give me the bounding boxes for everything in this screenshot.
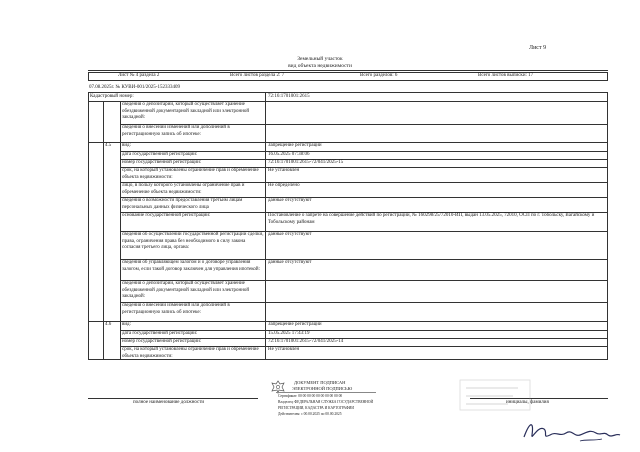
field-value: данные отсутствуют bbox=[268, 232, 312, 237]
field-label: сведения об осуществлении государственной регистрации сделки, права, ограничения права без необходимого в силу закона согласия третьего лица, органа: bbox=[122, 232, 264, 250]
stamp-certificate: Сертификат: 00 00 00 00 00 00 00 00 00 00 bbox=[278, 394, 343, 398]
stamp-validity: Действителен: с 00.00.2025 по 00.00.2025 bbox=[278, 412, 342, 416]
object-type-subtitle: вид объекта недвижимости bbox=[288, 63, 352, 69]
position-line bbox=[88, 398, 258, 399]
name-caption: инициалы, фамилия bbox=[506, 400, 549, 405]
stamp-owner-org: РЕГИСТРАЦИИ, КАДАСТРА И КАРТОГРАФИИ bbox=[278, 406, 354, 410]
field-value: Не установлен bbox=[268, 168, 300, 173]
field-label: срок, на который установлены ограничение прав и обременение объекта недвижимости: bbox=[122, 347, 259, 359]
field-value: данные отсутствуют bbox=[268, 198, 312, 203]
table-border bbox=[265, 92, 266, 101]
field-label: лицо, в пользу которого установлены ограничение прав и обременение объекта недвижимости: bbox=[122, 183, 245, 195]
table-border-right bbox=[607, 72, 608, 80]
table-border bbox=[607, 92, 608, 101]
block-number: 4.6 bbox=[105, 322, 112, 327]
field-label: сведения о депозитарии, который осуществляет хранение обездвиженной документарной закладной или электронной закладной: bbox=[122, 281, 250, 299]
row-border bbox=[88, 142, 608, 143]
field-value: 72:16:1701001:2615-72/041/2025-15 bbox=[268, 160, 344, 165]
row-border bbox=[88, 321, 608, 322]
field-label: сведения о возможности предоставления третьим лицам персональных данных физического лица bbox=[122, 198, 243, 210]
field-value: 15.05.2025 17:43:19 bbox=[268, 331, 310, 336]
field-label: дата государственной регистрации: bbox=[122, 331, 198, 336]
stamp-owner: Владелец: ФЕДЕРАЛЬНАЯ СЛУЖБА ГОСУДАРСТВЕННОЙ bbox=[278, 400, 374, 404]
field-label: номер государственной регистрации: bbox=[122, 160, 202, 165]
field-value: Запрещение регистрации bbox=[268, 143, 322, 148]
sheet-number: Лист 9 bbox=[529, 45, 547, 51]
sections-total: Всего разделов: 6 bbox=[360, 73, 398, 78]
request-number: 07.08.2025г. № КУВИ-001/2025-152333409 bbox=[89, 85, 180, 90]
field-label: сведения об управляющем залогом и о договоре управления залогом, если такой договор заключен для управления ипотекой: bbox=[122, 260, 260, 272]
field-value: данные отсутствуют bbox=[268, 260, 312, 265]
field-label: вид: bbox=[122, 143, 131, 148]
stamp-divider bbox=[276, 392, 376, 393]
object-type-title: Земельный участок bbox=[297, 56, 343, 62]
field-value: Не определено bbox=[268, 183, 300, 188]
depositary-label: сведения о депозитарии, который осуществляет хранение обездвиженной документарной закладной или электронной закладной: bbox=[122, 102, 250, 120]
field-label: основание государственной регистрации: bbox=[122, 213, 211, 218]
divider bbox=[88, 70, 608, 71]
field-label: срок, на который установлены ограничение прав и обременение объекта недвижимости: bbox=[122, 168, 259, 180]
cadastral-label: Кадастровый номер: bbox=[90, 94, 134, 99]
mortgage-changes-label: сведения о внесении изменений или дополнений в регистрационную запись об ипотеке: bbox=[122, 125, 230, 137]
table-border-bottom bbox=[88, 359, 608, 360]
field-value: Не установлен bbox=[268, 347, 300, 352]
field-value: 72:16:1701001:2615-72/041/2025-14 bbox=[268, 339, 344, 344]
table-border-left bbox=[88, 72, 89, 80]
faint-stamp-icon bbox=[458, 376, 538, 416]
field-label: сведения о внесении изменений или дополнений в регистрационную запись об ипотеке: bbox=[122, 303, 230, 315]
field-value: Запрещение регистрации bbox=[268, 322, 322, 327]
position-caption: полное наименование должности bbox=[133, 400, 205, 405]
stamp-title: ДОКУМЕНТ ПОДПИСАН bbox=[294, 380, 346, 385]
field-value: 16.05.2025 07:38:06 bbox=[268, 152, 310, 157]
sheet-section: Лист № 4 раздела 2 bbox=[118, 73, 160, 78]
table-border bbox=[88, 92, 608, 93]
sheets-in-section: Всего листов раздела 2: 7 bbox=[230, 73, 285, 78]
table-border bbox=[88, 92, 89, 101]
field-label: дата государственной регистрации: bbox=[122, 152, 198, 157]
block-number: 4.5 bbox=[105, 143, 112, 148]
field-label: вид: bbox=[122, 322, 131, 327]
cadastral-value: 72:16:1701001:2615 bbox=[268, 94, 310, 99]
field-label: номер государственной регистрации: bbox=[122, 339, 202, 344]
stamp-title: ЭЛЕКТРОННОЙ ПОДПИСЬЮ bbox=[292, 386, 353, 391]
table-border bbox=[88, 80, 608, 81]
handwritten-signature-icon bbox=[520, 415, 632, 449]
field-value: Постановление о запрете на совершение действий по регистрации, № 160298/25/72010-ИП, выдан 13.05.2025, 72010, ОСП по г. Тобольску, Вагайскому и Тобольскому районам bbox=[268, 213, 595, 225]
sheets-total: Всего листов выписки: 17 bbox=[478, 73, 534, 78]
